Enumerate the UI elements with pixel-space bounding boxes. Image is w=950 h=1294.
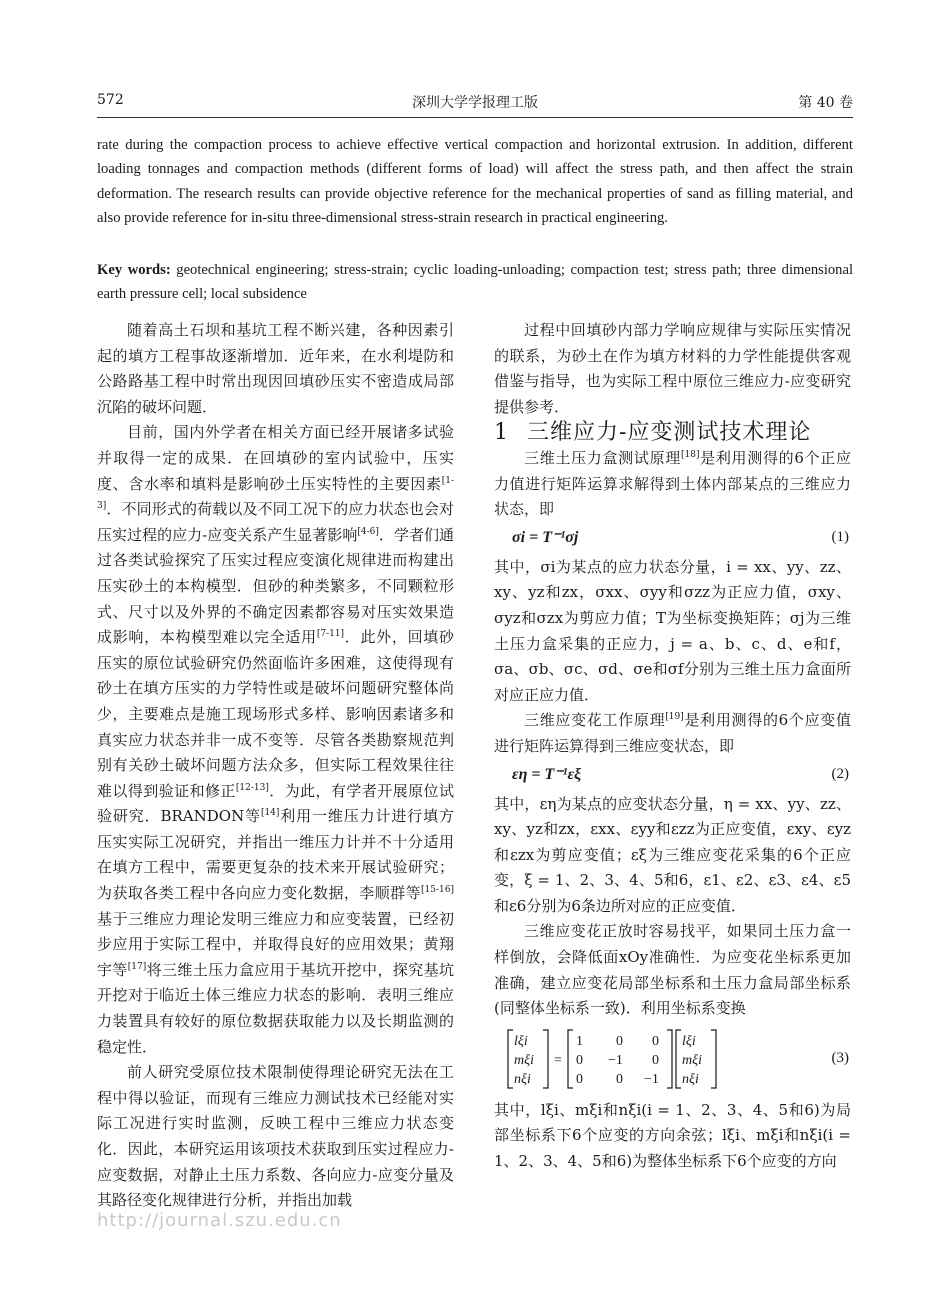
left-column — [97, 318, 454, 1214]
svg-text:1: 1 — [576, 1033, 583, 1049]
rhs-m: mξi — [682, 1052, 702, 1068]
citation[interactable]: [12-13] — [235, 782, 269, 793]
paragraph: 三维应变花正放时容易找平，如果同土压力盒一样倒放，会降低面xOy准确性．为应变花坐标系更加准确，建立应变花局部坐标系和土压力盒局部坐标系(同整体坐标系一致)．利用坐标系变换 — [494, 922, 851, 1018]
watermark-url[interactable]: http://journal.szu.edu.cn — [97, 1210, 342, 1231]
citation[interactable]: [14] — [260, 808, 280, 819]
header-rule — [97, 117, 853, 118]
equation-3 — [494, 1026, 851, 1092]
rhs-n: nξi — [682, 1071, 699, 1087]
volume-label: 第 40 卷 — [798, 95, 853, 111]
section-heading — [494, 420, 851, 446]
citation[interactable]: [17] — [127, 961, 147, 972]
equation-body: εη = T⁻¹εξ — [512, 765, 582, 783]
citation[interactable]: [4-6] — [357, 526, 379, 537]
paragraph: 三维应变花工作原理[19]是利用测得的6个应变值进行矩阵运算得到三维应变状态，即 — [494, 711, 851, 755]
svg-text:0: 0 — [652, 1052, 659, 1068]
running-header — [97, 92, 853, 112]
keywords — [97, 258, 853, 307]
equation-1 — [494, 525, 851, 553]
svg-text:0: 0 — [652, 1033, 659, 1049]
citation[interactable]: [1-3] — [97, 475, 454, 512]
page-number: 572 — [97, 92, 124, 108]
paragraph: 其中，εη为某点的应变状态分量，η = xx、yy、zz、xy、yz和zx，εxx、εyy和εzz为正应变值，εxy、εyz和εzx为剪应变值；εξ为三维应变花采集的6个正应变，ξ = 1、2、3、4、5和6，ε1、ε2、ε3、ε4、ε5和ε6分别为6条边所对应的正应变值． — [494, 794, 851, 915]
equation-2 — [494, 762, 851, 790]
equals-sign: = — [554, 1052, 562, 1068]
lhs-l: lξi — [514, 1033, 528, 1049]
english-abstract: rate during the compaction process to achieve effective vertical compaction and horizontal extrusion. In addition, different loading tonnages and compaction methods (different forms of load) will affect the stress path, and then affect the strain deformation. The research results can provide objective reference for the mechanical properties of sand as filling material, and also provide reference for in-situ three-dimensional stress-strain research in practical engineering. — [97, 137, 853, 227]
rhs-l: lξi — [682, 1033, 696, 1049]
svg-text:0: 0 — [576, 1052, 583, 1068]
svg-text:0: 0 — [616, 1071, 623, 1087]
citation[interactable]: [18] — [680, 449, 700, 460]
paragraph: 其中，lξi、mξi和nξi(i = 1、2、3、4、5和6)为局部坐标系下6个应变的方向余弦；lξi、mξi和nξi(i = 1、2、3、4、5和6)为整体坐标系下6个应变的方向 — [494, 1100, 851, 1171]
keywords-text: geotechnical engineering; stress-strain; cyclic loading-unloading; compaction test; stress path; three dimensional earth pressure cell; local subsidence — [97, 262, 853, 303]
svg-text:0: 0 — [616, 1033, 623, 1049]
paragraph: 过程中回填砂内部力学响应规律与实际压实情况的联系，为砂土在作为填方材料的力学性能提供客观借鉴与指导，也为实际工程中原位三维应力-应变研究提供参考． — [494, 321, 851, 416]
lhs-m: mξi — [514, 1052, 534, 1068]
paragraph: 随着高土石坝和基坑工程不断兴建，各种因素引起的填方工程事故逐渐增加．近年来，在水利堤防和公路路基工程中时常出现因回填砂压实不密造成局部沉陷的破坏问题． — [97, 321, 454, 416]
svg-text:−1: −1 — [608, 1052, 623, 1068]
lhs-n: nξi — [514, 1071, 531, 1087]
citation[interactable]: [19] — [665, 712, 684, 723]
matrix-equation — [504, 1026, 734, 1092]
equation-number: (2) — [831, 765, 849, 782]
paragraph: 目前，国内外学者在相关方面已经开展诸多试验并取得一定的成果．在回填砂的室内试验中，压实度、含水率和填料是影响砂土压实特性的主要因素[1-3]．不同形式的荷载以及不同工况下的应力状态也会对压实过程的应力-应变关系产生显著影响[4-6]．学者们通过各类试验探究了压实过程应变演化规律进而构建出压实砂土的本构模型．但砂的种类繁多，不同颗粒形式、尺寸以及外界的不确定因素都容易对压实效果造成影响，本构模型难以完全适用[7-11]．此外，回填砂压实的原位试验研究仍然面临许多困难，这使得现有砂土在填方压实的力学特性或是破坏问题研究整体尚少，主要难点是施工现场形式多样、影响因素诸多和真实应力状态并非一成不变等．尽管各类勘察规范判别有关砂土破坏问题方法众多，但实际工程效果往往难以得到验证和修正[12-13]．为此，有学者开展原位试验研究．BRANDON等[14]利用一维压力计进行填方压实实际工况研究，并指出一维压力计并不十分适用在填方工程中，需要更复杂的技术来开展试验研究；为获取各类工程中各向应力变化数据，李顺群等[15-16]基于三维应力理论发明三维应力和应变装置，已经初步应用于实际工程中，并取得良好的应用效果；黄翔宇等[17]将三维土压力盒应用于基坑开挖中，探究基坑开挖对于临近土体三维应力状态的影响．表明三维应力装置具有较好的原位数据获取能力以及长期监测的稳定性． — [97, 423, 454, 1056]
section-title: 三维应力-应变测试技术理论 — [527, 420, 812, 446]
equation-number: (1) — [831, 528, 849, 545]
equation-number: (3) — [831, 1049, 849, 1066]
svg-text:0: 0 — [576, 1071, 583, 1087]
section-number: 1 — [494, 420, 509, 446]
journal-title: 深圳大学学报理工版 — [412, 95, 538, 111]
paragraph: 其中，σi为某点的应力状态分量，i = xx、yy、zz、xy、yz和zx，σxx、σyy和σzz为正应力值，σxy、σyz和σzx为剪应力值；T为坐标变换矩阵；σj为三维土压力盒采集的正应力，j = a、b、c、d、e和f，σa、σb、σc、σd、σe和σf分别为三维土压力盒面所对应正应力值． — [494, 557, 851, 704]
paragraph: 三维土压力盒测试原理[18]是利用测得的6个正应力值进行矩阵运算求解得到土体内部某点的三维应力状态，即 — [494, 448, 851, 519]
right-column — [494, 318, 851, 1175]
paragraph: 前人研究受原位技术限制使得理论研究无法在工程中得以验证，而现有三维应力测试技术已经能对实际工况进行实时监测，反映工程中三维应力状态变化．因此，本研究运用该项技术获取到压实过程应力-应变数据，对静止土压力系数、各向应力-应变分量及其路径变化规律进行分析，并指出加载 — [97, 1063, 454, 1210]
equation-body: σi = T⁻¹σj — [512, 528, 579, 546]
citation[interactable]: [15-16] — [421, 885, 454, 896]
citation[interactable]: [7-11] — [316, 629, 345, 640]
keywords-label: Key words: — [97, 262, 171, 278]
svg-text:−1: −1 — [644, 1071, 659, 1087]
